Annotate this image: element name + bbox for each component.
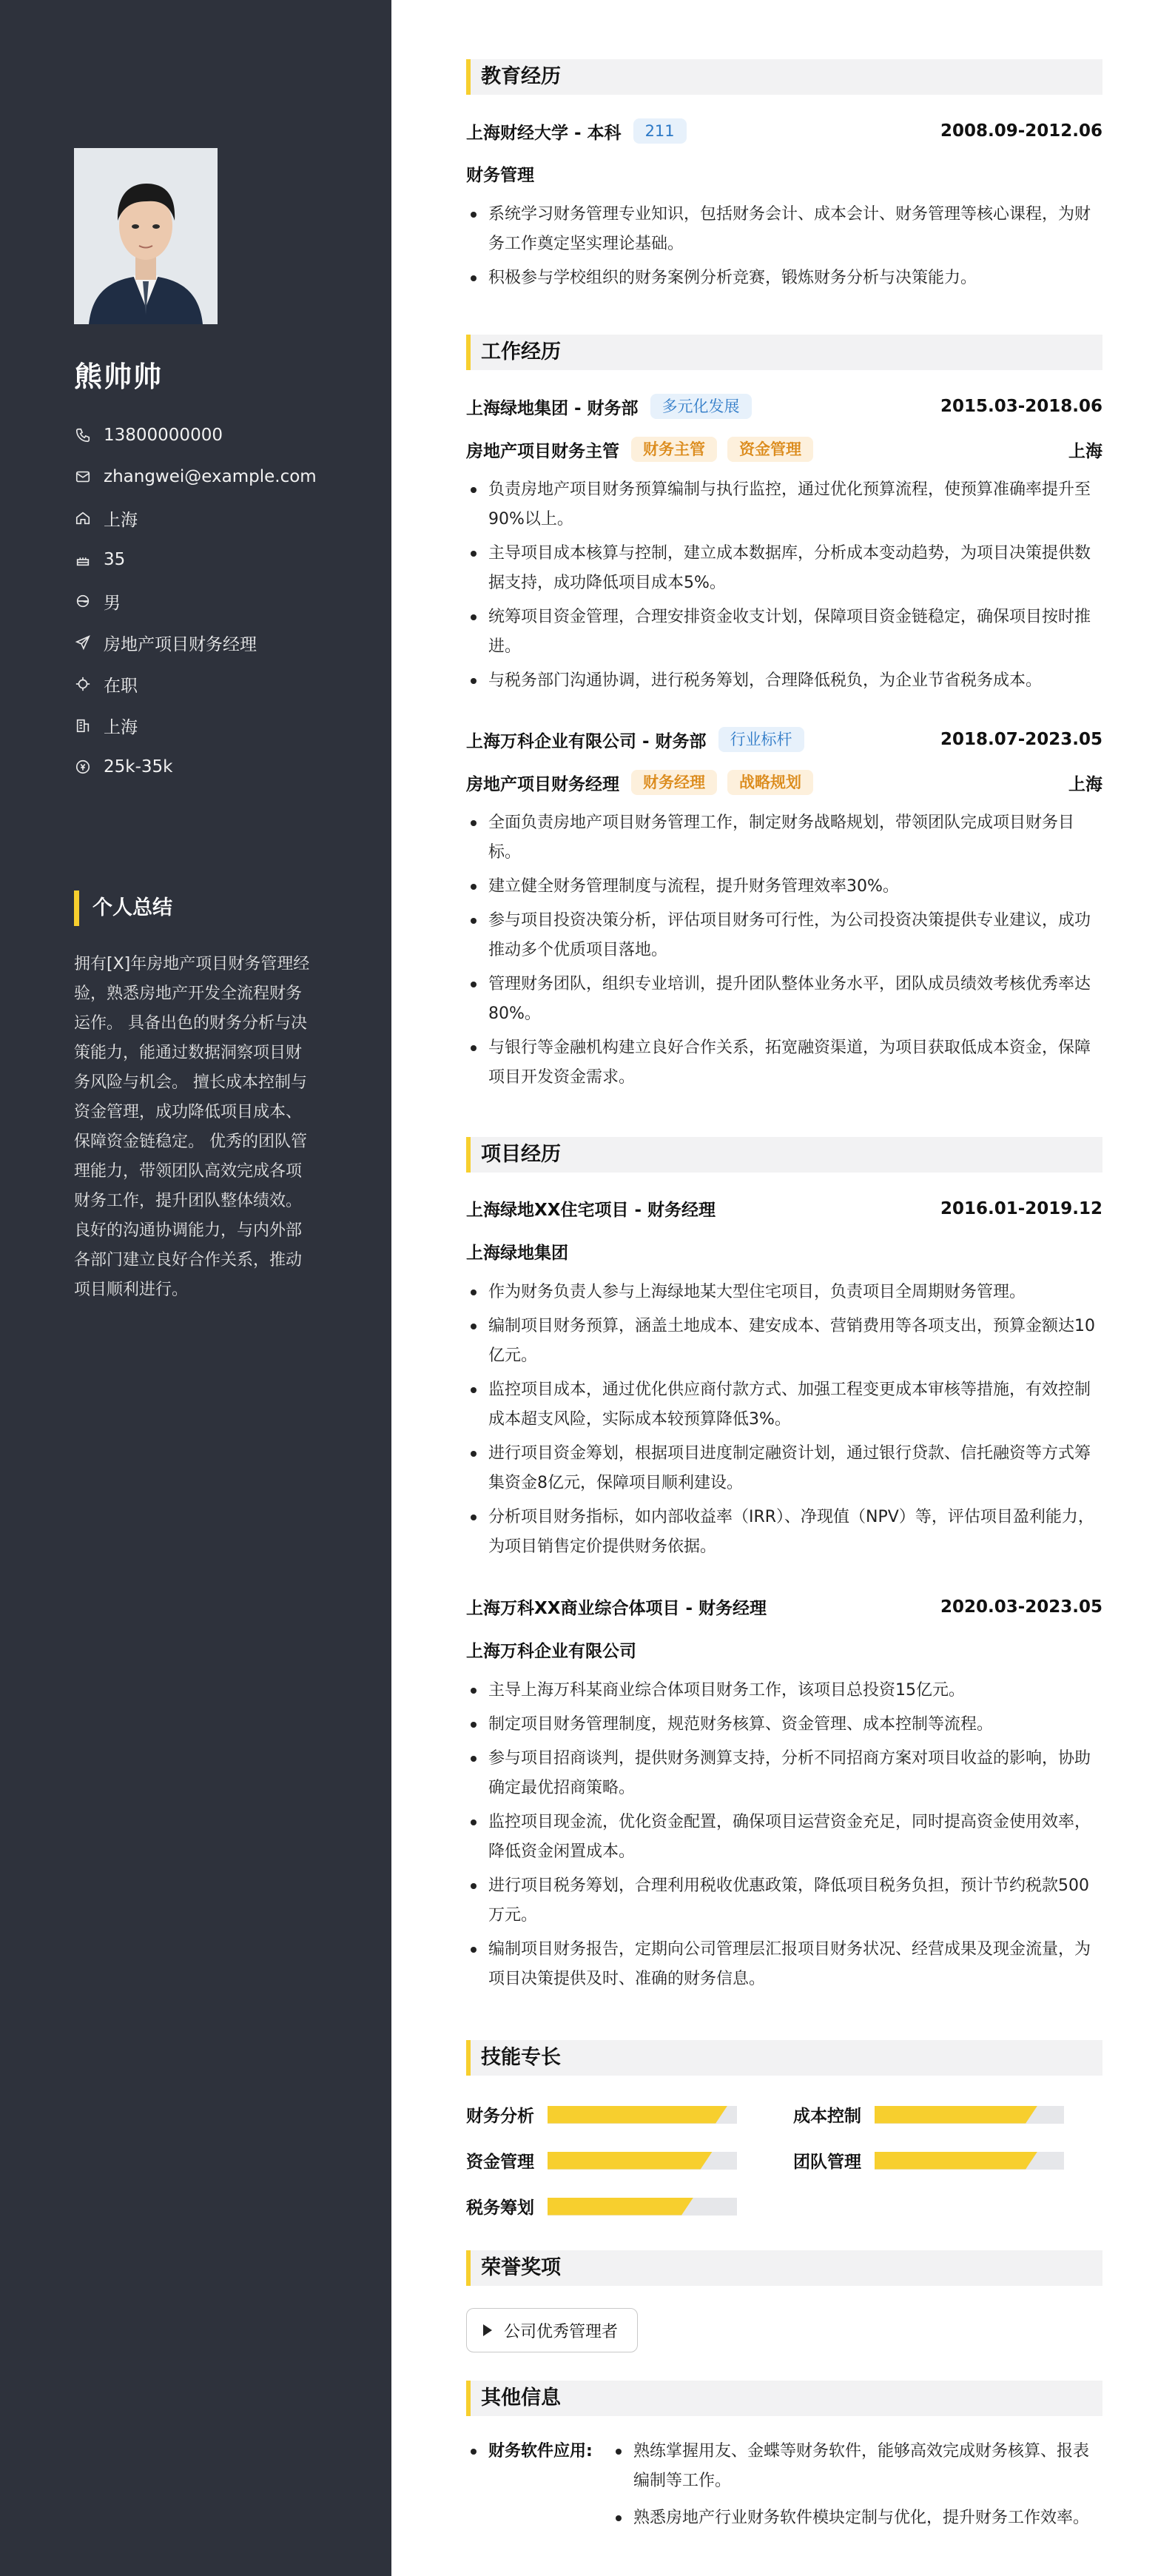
skill-item (793, 2102, 1064, 2127)
list-item: 进行项目税务筹划，合理利用税收优惠政策，降低项目税务负担，预计节约税款500万元。 (466, 1871, 1102, 1931)
award-item[interactable] (466, 2308, 638, 2352)
project-name: 上海绿地XX住宅项目 - 财务经理 (466, 1201, 716, 1220)
skill-bar-fill (548, 2106, 727, 2124)
contact-position-text: 房地产项目财务经理 (104, 634, 257, 654)
status-icon (74, 675, 92, 693)
contact-age (74, 539, 317, 580)
education-major: 财务管理 (466, 166, 534, 185)
skill-bar (875, 2152, 1064, 2170)
job-bullets-0 (466, 475, 1102, 700)
list-item: 建立健全财务管理制度与流程，提升财务管理效率30%。 (466, 872, 1102, 902)
list-item: 参与项目投资决策分析，评估项目财务可行性，为公司投资决策提供专业建议，成功推动多个优质项目落地。 (466, 906, 1102, 965)
job-position-row-1 (466, 770, 1102, 795)
list-item: 制定项目财务管理制度，规范财务核算、资金管理、成本控制等流程。 (466, 1710, 1102, 1740)
job-tag: 多元化发展 (650, 394, 752, 419)
job-date: 2015.03-2018.06 (940, 397, 1102, 416)
skill-label: 财务分析 (466, 2107, 534, 2126)
skill-bar (548, 2152, 737, 2170)
job-role-tag: 战略规划 (727, 770, 813, 795)
skill-label: 税务筹划 (466, 2198, 534, 2218)
section-title-work: 工作经历 (466, 335, 1102, 370)
gender-icon (74, 592, 92, 610)
skill-item (466, 2194, 737, 2218)
job-company: 上海绿地集团 - 财务部 (466, 398, 639, 418)
job-role-tag: 资金管理 (727, 437, 813, 462)
project-header-0 (466, 1196, 1102, 1221)
education-tag: 211 (633, 118, 687, 144)
contact-list (74, 415, 317, 788)
list-item: 熟练掌握用友、金蝶等财务软件，能够高效完成财务核算、报表编制等工作。 (611, 2437, 1102, 2496)
contact-gender-text: 男 (104, 593, 121, 613)
project-date: 2020.03-2023.05 (940, 1597, 1102, 1617)
list-item: 作为财务负责人参与上海绿地某大型住宅项目，负责项目全周期财务管理。 (466, 1278, 1102, 1307)
person-portrait-icon (74, 148, 218, 324)
skill-label: 资金管理 (466, 2153, 534, 2172)
education-date: 2008.09-2012.06 (940, 121, 1102, 141)
list-item: 主导上海万科某商业综合体项目财务工作，该项目总投资15亿元。 (466, 1676, 1102, 1705)
contact-status-text: 在职 (104, 676, 138, 696)
job-role-tag: 财务主管 (631, 437, 717, 462)
project-name: 上海万科XX商业综合体项目 - 财务经理 (466, 1599, 767, 1618)
contact-gender (74, 580, 317, 622)
skill-bar (875, 2106, 1064, 2124)
project-org-row-0 (466, 1239, 1102, 1264)
list-item: 分析项目财务指标，如内部收益率（IRR）、净现值（NPV）等，评估项目盈利能力，为项目销售定价提供财务依据。 (466, 1503, 1102, 1562)
list-item: 熟悉房地产行业财务软件模块定制与优化，提升财务工作效率。 (611, 2503, 1102, 2533)
profile-name: 熊帅帅 (74, 360, 164, 393)
contact-age-text: 35 (104, 550, 126, 569)
job-position-row-0 (466, 437, 1102, 462)
project-date: 2016.01-2019.12 (940, 1198, 1102, 1218)
job-header-0 (466, 394, 1102, 419)
project-org-row-1 (466, 1637, 1102, 1662)
list-item: 编制项目财务预算，涵盖土地成本、建安成本、营销费用等各项支出，预算金额达10亿元。 (466, 1312, 1102, 1371)
list-item: 负责房地产项目财务预算编制与执行监控，通过优化预算流程，使预算准确率提升至90%以上。 (466, 475, 1102, 534)
skill-bar (548, 2198, 737, 2216)
skill-label: 成本控制 (793, 2107, 861, 2126)
skill-bar (548, 2106, 737, 2124)
section-title-awards: 荣誉奖项 (466, 2250, 1102, 2286)
send-icon (74, 634, 92, 651)
list-item: 进行项目资金筹划，根据项目进度制定融资计划，通过银行贷款、信托融资等方式筹集资金8亿元，保障项目顺利建设。 (466, 1439, 1102, 1498)
job-tag: 行业标杆 (718, 727, 804, 752)
list-item: 积极参与学校组织的财务案例分析竞赛，锻炼财务分析与决策能力。 (466, 264, 1102, 293)
building-icon (74, 717, 92, 734)
list-item: 编制项目财务报告，定期向公司管理层汇报项目财务状况、经营成果及现金流量，为项目决策提供及时、准确的财务信息。 (466, 1935, 1102, 1994)
contact-phone (74, 415, 317, 456)
list-item: 监控项目现金流，优化资金配置，确保项目运营资金充足，同时提高资金使用效率，降低资金闲置成本。 (466, 1808, 1102, 1867)
award-label: 公司优秀管理者 (504, 2322, 619, 2341)
project-bullets-1 (466, 1676, 1102, 1999)
contact-email (74, 456, 317, 497)
education-header (466, 118, 1102, 144)
skill-item (466, 2148, 737, 2173)
contact-email-text: zhangwei@example.com (104, 467, 317, 486)
section-title-skills: 技能专长 (466, 2040, 1102, 2076)
project-bullets-0 (466, 1278, 1102, 1566)
skill-bar-fill (875, 2152, 1037, 2170)
play-triangle-icon (483, 2324, 492, 2336)
skill-bar-fill (548, 2198, 693, 2216)
salary-icon (74, 758, 92, 776)
cake-icon (74, 551, 92, 568)
education-major-row (466, 161, 1102, 186)
job-company: 上海万科企业有限公司 - 财务部 (466, 731, 707, 751)
mail-icon (74, 468, 92, 486)
section-title-education: 教育经历 (466, 59, 1102, 95)
skill-item (466, 2102, 737, 2127)
profile-photo (74, 148, 218, 324)
contact-city-text: 上海 (104, 717, 138, 737)
phone-icon (74, 426, 92, 444)
list-item: 参与项目招商谈判，提供财务测算支持，分析不同招商方案对项目收益的影响，协助确定最优招商策略。 (466, 1744, 1102, 1803)
project-org: 上海万科企业有限公司 (466, 1642, 636, 1661)
summary-text: 拥有[X]年房地产项目财务管理经验，熟悉房地产开发全流程财务运作。 具备出色的财务分析与决策能力，能通过数据洞察项目财务风险与机会。 擅长成本控制与资金管理，成功降低项目成本、保障资金链稳定。 优秀的团队管理能力，带领团队高效完成各项财务工作，提升团队整体绩效。 良好的沟通协调能力，与内外部各部门建立良好合作关系，推动项目顺利进行。 (74, 955, 310, 1299)
summary-title: 个人总结 (74, 890, 172, 926)
contact-home (74, 497, 317, 539)
other-info-bullets (611, 2437, 1102, 2540)
list-item: 主导项目成本核算与控制，建立成本数据库，分析成本变动趋势，为项目决策提供数据支持，成功降低项目成本5%。 (466, 539, 1102, 598)
project-header-1 (466, 1594, 1102, 1619)
other-info-label: 财务软件应用: (466, 2437, 593, 2466)
section-title-projects: 项目经历 (466, 1137, 1102, 1173)
job-position: 房地产项目财务经理 (466, 774, 619, 794)
contact-city (74, 705, 317, 746)
contact-status (74, 663, 317, 705)
contact-phone-text: 13800000000 (104, 426, 223, 445)
job-position: 房地产项目财务主管 (466, 441, 619, 461)
list-item: 与银行等金融机构建立良好合作关系，拓宽融资渠道，为项目获取低成本资金，保障项目开发资金需求。 (466, 1033, 1102, 1093)
skill-bar-fill (548, 2152, 713, 2170)
job-city: 上海 (1068, 441, 1102, 461)
contact-salary (74, 746, 317, 788)
contact-position (74, 622, 317, 663)
contact-salary-text: 25k-35k (104, 757, 173, 777)
job-bullets-1 (466, 808, 1102, 1097)
education-school: 上海财经大学 - 本科 (466, 123, 622, 143)
job-role-tag: 财务经理 (631, 770, 717, 795)
contact-home-text: 上海 (104, 510, 138, 530)
list-item: 管理财务团队，组织专业培训，提升团队整体业务水平，团队成员绩效考核优秀率达80%。 (466, 970, 1102, 1029)
section-title-other: 其他信息 (466, 2381, 1102, 2416)
skill-bar-fill (875, 2106, 1037, 2124)
skill-label: 团队管理 (793, 2153, 861, 2172)
job-city: 上海 (1068, 774, 1102, 794)
education-bullets (466, 200, 1102, 298)
list-item: 监控项目成本，通过优化供应商付款方式、加强工程变更成本审核等措施，有效控制成本超支风险，实际成本较预算降低3%。 (466, 1375, 1102, 1435)
job-date: 2018.07-2023.05 (940, 730, 1102, 749)
sidebar (0, 0, 391, 2576)
list-item: 与税务部门沟通协调，进行税务筹划，合理降低税负，为企业节省税务成本。 (466, 666, 1102, 696)
project-org: 上海绿地集团 (466, 1244, 568, 1263)
list-item: 系统学习财务管理专业知识，包括财务会计、成本会计、财务管理等核心课程，为财务工作奠定坚实理论基础。 (466, 200, 1102, 259)
skill-item (793, 2148, 1064, 2173)
job-header-1 (466, 727, 1102, 752)
list-item: 全面负责房地产项目财务管理工作，制定财务战略规划，带领团队完成项目财务目标。 (466, 808, 1102, 868)
list-item: 统筹项目资金管理，合理安排资金收支计划，保障项目资金链稳定，确保项目按时推进。 (466, 603, 1102, 662)
home-icon (74, 509, 92, 527)
